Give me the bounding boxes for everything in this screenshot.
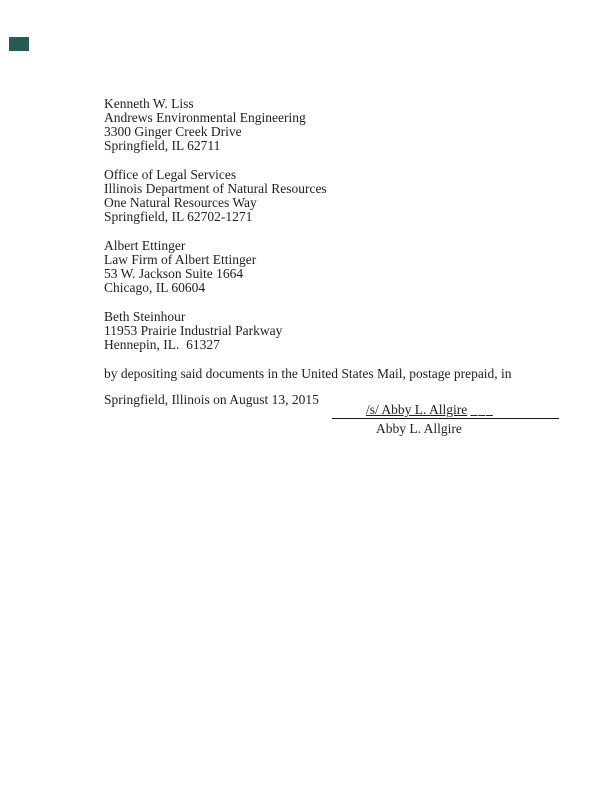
address-line: Beth Steinhour (104, 309, 186, 324)
electronic-signature: /s/ Abby L. Allgire (366, 402, 468, 417)
address-line: 11953 Prairie Industrial Parkway (104, 323, 283, 338)
address-line: 3300 Ginger Creek Drive (104, 124, 242, 139)
recipient-block-kenneth-liss (104, 97, 574, 153)
address-line: One Natural Resources Way (104, 195, 257, 210)
address-line: Andrews Environmental Engineering (104, 110, 306, 125)
address-line: Springfield, IL 62711 (104, 138, 221, 153)
signature-block (332, 403, 559, 436)
recipient-block-beth-steinhour (104, 310, 574, 352)
recipient-block-legal-services (104, 168, 574, 224)
address-line: 53 W. Jackson Suite 1664 (104, 266, 244, 281)
address-line: Law Firm of Albert Ettinger (104, 252, 257, 267)
address-line: Office of Legal Services (104, 167, 237, 182)
mailing-statement (104, 367, 574, 407)
signature-underscore-trail: ___ (470, 402, 494, 417)
address-line: Illinois Department of Natural Resources (104, 181, 327, 196)
address-line: Kenneth W. Liss (104, 96, 194, 111)
document-body (104, 97, 574, 419)
address-line: Chicago, IL 60604 (104, 280, 206, 295)
signature-printed-name: Abby L. Allgire (376, 421, 462, 436)
statement-line-1: by depositing said documents in the United States Mail, postage prepaid, in (104, 366, 512, 381)
statement-line-2: Springfield, Illinois on August 13, 2015 (104, 392, 319, 407)
address-line: Springfield, IL 62702-1271 (104, 209, 253, 224)
recipient-block-albert-ettinger (104, 239, 574, 295)
scan-corner-mark (9, 37, 29, 51)
signature-line (332, 403, 559, 419)
address-line: Albert Ettinger (104, 238, 186, 253)
address-line: Hennepin, IL. 61327 (104, 337, 220, 352)
